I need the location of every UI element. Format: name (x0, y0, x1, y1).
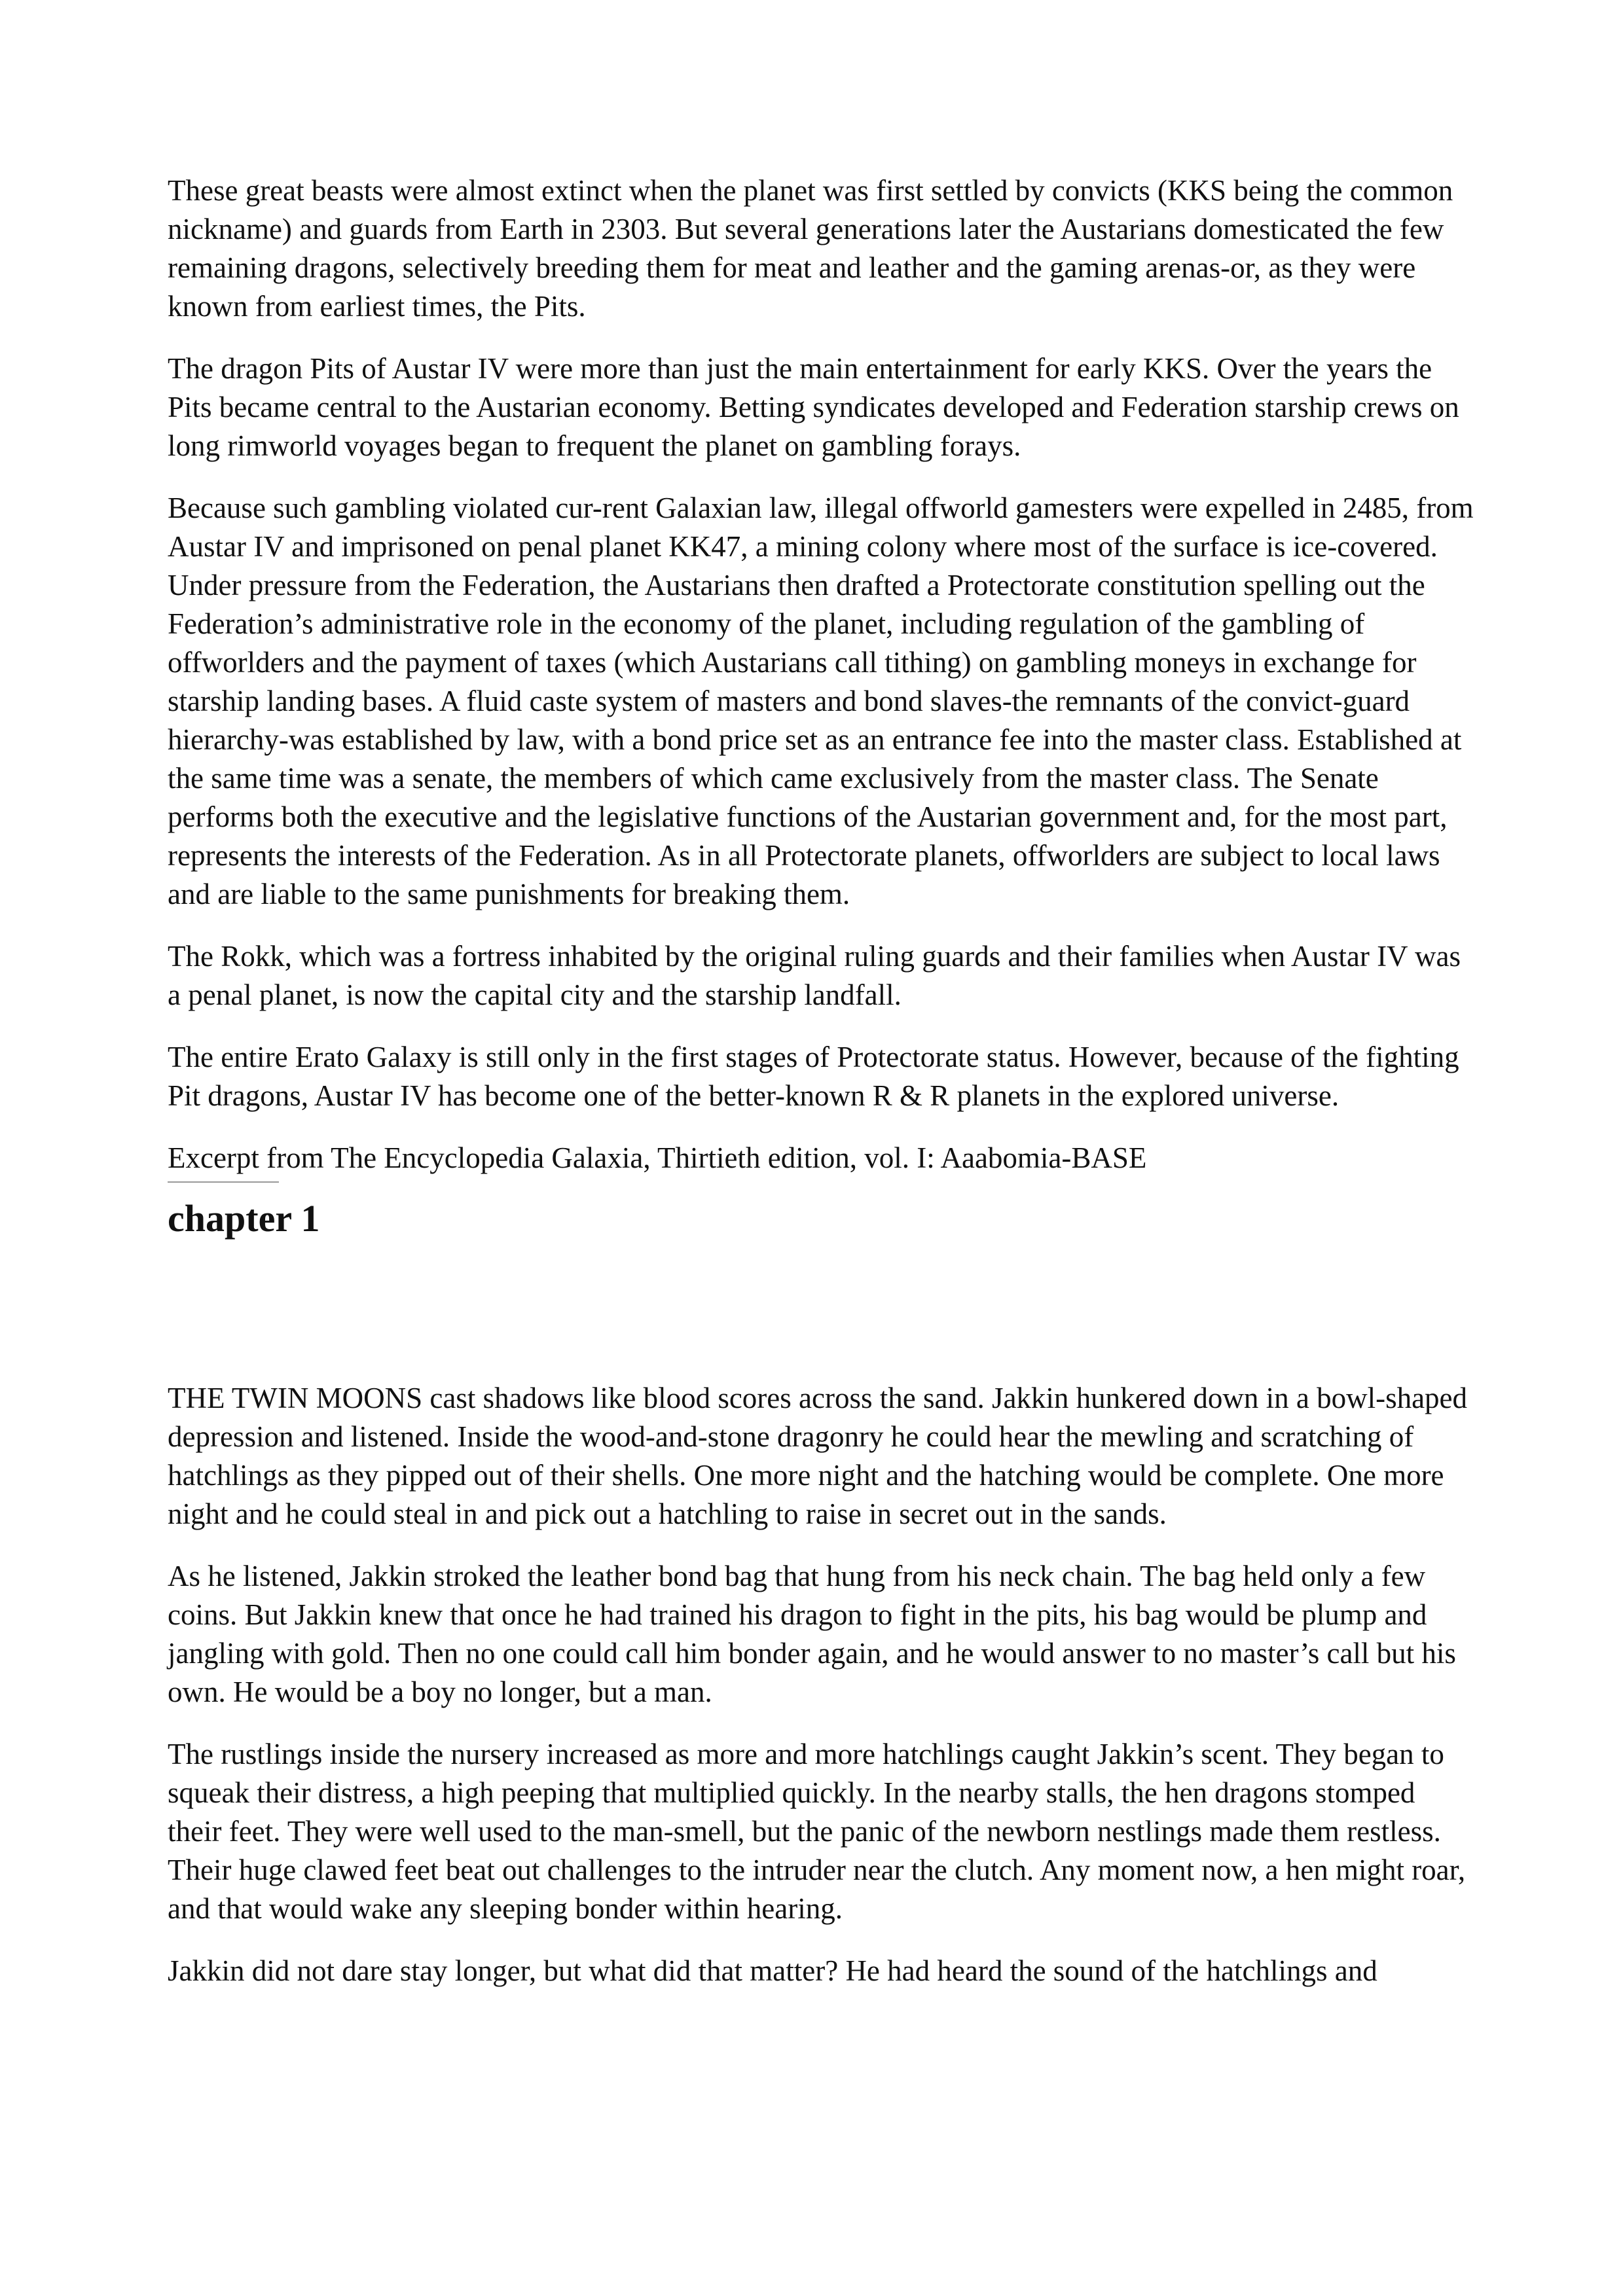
chapter-paragraph-1: THE TWIN MOONS cast shadows like blood scores across the sand. Jakkin hunkered down in a bowl-shaped depression and listened. Inside the wood-and-stone dragonry he could hear the mewling and scratching of hatchlings as they pipped out of their shells. One more night and the hatching would be complete. One more night and he could steal in and pick out a hatchling to raise in secret out in the sands. (168, 1382, 1468, 1530)
chapter-paragraph-3: The rustlings inside the nursery increased as more and more hatchlings caught Jakkin’s scent. They began to squeak their distress, a high peeping that multiplied quickly. In the nearby stalls, the hen dragons stomped their feet. They were well used to the man-smell, but the panic of the newborn nestlings made them restless. Their huge clawed feet beat out challenges to the intruder near the clutch. Any moment now, a hen might roar, and that would wake any sleeping bonder within hearing. (168, 1738, 1466, 1925)
source-citation: Excerpt from The Encyclopedia Galaxia, Thirtieth edition, vol. I: Aaabomia-BASE (168, 1141, 1147, 1174)
intro-paragraph-1: These great beasts were almost extinct when the planet was first settled by convicts (KKS being the common nickname) and guards from Earth in 2303. But several generations later the Austarians domesticated the few remaining dragons, selectively breeding them for meat and leather and the gaming arenas-or, as they were known from earliest times, the Pits. (168, 174, 1453, 323)
chapter-paragraph-2: As he listened, Jakkin stroked the leather bond bag that hung from his neck chain. The bag held only a few coins. But Jakkin knew that once he had trained his dragon to fight in the pits, his bag would be plump and jangling with gold. Then no one could call him bonder again, and he would answer to no master’s call but his own. He would be a boy no longer, but a man. (168, 1560, 1456, 1708)
section-divider (168, 1181, 279, 1183)
chapter-paragraph-4: Jakkin did not dare stay longer, but what did that matter? He had heard the sound of the hatchlings and (168, 1954, 1377, 1987)
intro-paragraph-3: Because such gambling violated cur-rent Galaxian law, illegal offworld gamesters were expelled in 2485, from Austar IV and imprisoned on penal planet KK47, a mining colony where most of the surface is ice-covered. Under pressure from the Federation, the Austarians then drafted a Protectorate constitution spelling out the Federation’s administrative role in the economy of the planet, including regulation of the gambling of offworlders and the payment of taxes (which Austarians call tithing) on gambling moneys in exchange for starship landing bases. A fluid caste system of masters and bond slaves-the remnants of the convict-guard hierarchy-was established by law, with a bond price set as an entrance fee into the master class. Established at the same time was a senate, the members of which came exclusively from the master class. The Senate performs both the executive and the legislative functions of the Austarian government and, for the most part, represents the interests of the Federation. As in all Protectorate planets, offworlders are subject to local laws and are liable to the same punishments for breaking them. (168, 492, 1474, 910)
document-page (168, 171, 1474, 2014)
intro-paragraph-4: The Rokk, which was a fortress inhabited by the original ruling guards and their families when Austar IV was a penal planet, is now the capital city and the starship landfall. (168, 940, 1461, 1011)
chapter-title: chapter 1 (168, 1197, 320, 1240)
intro-paragraph-2: The dragon Pits of Austar IV were more than just the main entertainment for early KKS. Over the years the Pits became central to the Austarian economy. Betting syndicates developed and Federation starship crews on long rimworld voyages began to frequent the planet on gambling forays. (168, 352, 1459, 462)
chapter-spacer (168, 1242, 1474, 1379)
intro-paragraph-5: The entire Erato Galaxy is still only in the first stages of Protectorate status. However, because of the fighting Pit dragons, Austar IV has become one of the better-known R & R planets in the explored universe. (168, 1041, 1459, 1112)
